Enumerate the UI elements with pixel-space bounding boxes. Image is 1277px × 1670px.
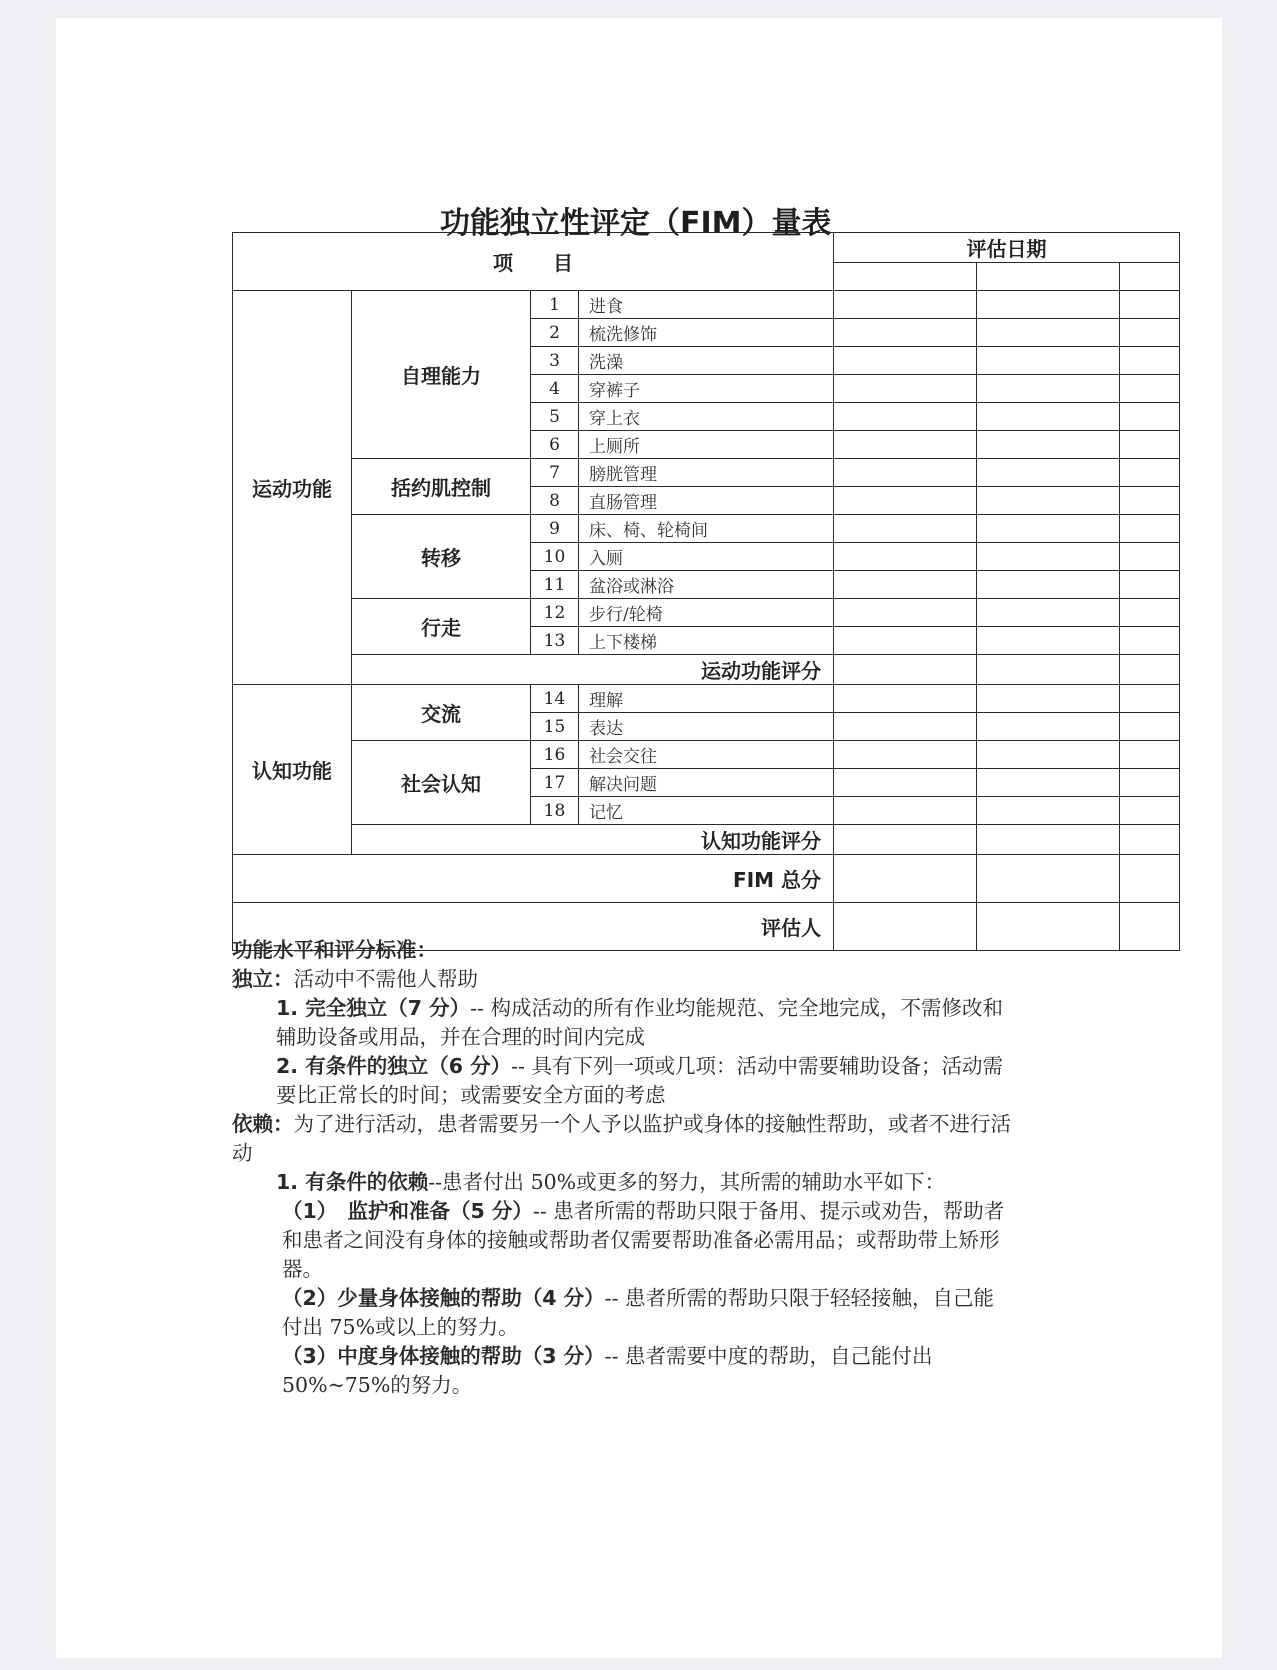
score-cell[interactable] bbox=[834, 515, 977, 543]
item-label: 上下楼梯 bbox=[579, 627, 834, 655]
item-label: 膀胱管理 bbox=[579, 459, 834, 487]
score-cell[interactable] bbox=[834, 599, 977, 627]
item-label: 记忆 bbox=[579, 797, 834, 825]
fim-table bbox=[232, 232, 1180, 951]
score-cell[interactable] bbox=[977, 855, 1120, 903]
score-cell[interactable] bbox=[1120, 855, 1180, 903]
item-number: 6 bbox=[531, 431, 579, 459]
score-cell[interactable] bbox=[977, 713, 1120, 741]
item-label: 盆浴或淋浴 bbox=[579, 571, 834, 599]
score-cell[interactable] bbox=[834, 741, 977, 769]
header-date: 评估日期 bbox=[834, 233, 1180, 263]
item-number: 18 bbox=[531, 797, 579, 825]
item-number: 3 bbox=[531, 347, 579, 375]
item-label: 表达 bbox=[579, 713, 834, 741]
motor-score-label: 运动功能评分 bbox=[352, 655, 834, 685]
score-cell[interactable] bbox=[1120, 515, 1180, 543]
item-label: 入厕 bbox=[579, 543, 834, 571]
score-cell[interactable] bbox=[834, 655, 977, 685]
i2-text: -- 具有下列一项或几项：活动中需要辅助设备；活动需要比正常长的时间；或需要安全方面的考虑 bbox=[276, 1054, 1003, 1107]
item-label: 直肠管理 bbox=[579, 487, 834, 515]
item-label: 梳洗修饰 bbox=[579, 319, 834, 347]
score-cell[interactable] bbox=[1120, 769, 1180, 797]
score-cell[interactable] bbox=[977, 459, 1120, 487]
item-number: 7 bbox=[531, 459, 579, 487]
item-number: 15 bbox=[531, 713, 579, 741]
score-cell[interactable] bbox=[1120, 347, 1180, 375]
score-cell[interactable] bbox=[977, 291, 1120, 319]
item-number: 1 bbox=[531, 291, 579, 319]
score-cell[interactable] bbox=[1120, 403, 1180, 431]
item-number: 17 bbox=[531, 769, 579, 797]
item-label: 社会交往 bbox=[579, 741, 834, 769]
score-cell[interactable] bbox=[834, 797, 977, 825]
fim-total-label: FIM 总分 bbox=[233, 855, 834, 903]
score-cell[interactable] bbox=[834, 487, 977, 515]
item-label: 穿上衣 bbox=[579, 403, 834, 431]
score-cell[interactable] bbox=[1120, 543, 1180, 571]
dependent-label: 依赖： bbox=[232, 1112, 294, 1136]
score-cell[interactable] bbox=[834, 571, 977, 599]
item-number: 11 bbox=[531, 571, 579, 599]
item-number: 16 bbox=[531, 741, 579, 769]
score-cell[interactable] bbox=[1120, 903, 1180, 951]
group-walking: 行走 bbox=[352, 599, 531, 655]
independent-text: 活动中不需他人帮助 bbox=[293, 967, 478, 991]
s3-label: （3）中度身体接触的帮助（3 分） bbox=[282, 1344, 605, 1368]
score-cell[interactable] bbox=[977, 571, 1120, 599]
group-transfer: 转移 bbox=[352, 515, 531, 599]
group-social-cognition: 社会认知 bbox=[352, 741, 531, 825]
score-cell[interactable] bbox=[834, 543, 977, 571]
score-cell[interactable] bbox=[834, 291, 977, 319]
d1-label: 1. 有条件的依赖 bbox=[276, 1170, 429, 1194]
item-number: 13 bbox=[531, 627, 579, 655]
item-label: 进食 bbox=[579, 291, 834, 319]
score-cell[interactable] bbox=[977, 685, 1120, 713]
item-label: 床、椅、轮椅间 bbox=[579, 515, 834, 543]
score-cell[interactable] bbox=[1120, 825, 1180, 855]
score-cell[interactable] bbox=[977, 769, 1120, 797]
item-number: 12 bbox=[531, 599, 579, 627]
score-cell[interactable] bbox=[834, 459, 977, 487]
score-cell[interactable] bbox=[977, 655, 1120, 685]
item-label: 步行/轮椅 bbox=[579, 599, 834, 627]
i2-label: 2. 有条件的独立（6 分） bbox=[276, 1054, 512, 1078]
score-cell[interactable] bbox=[834, 855, 977, 903]
i1-text: -- 构成活动的所有作业均能规范、完全地完成，不需修改和辅助设备或用品，并在合理的时间内完成 bbox=[276, 996, 1003, 1049]
group-selfcare: 自理能力 bbox=[352, 291, 531, 459]
item-number: 2 bbox=[531, 319, 579, 347]
item-number: 8 bbox=[531, 487, 579, 515]
score-cell[interactable] bbox=[834, 769, 977, 797]
s3-text: -- 患者需要中度的帮助，自己能付出 50%~75%的努力。 bbox=[282, 1344, 933, 1397]
category-motor: 运动功能 bbox=[233, 291, 352, 685]
score-cell[interactable] bbox=[834, 627, 977, 655]
score-cell[interactable] bbox=[1120, 797, 1180, 825]
score-cell[interactable] bbox=[834, 319, 977, 347]
score-cell[interactable] bbox=[977, 431, 1120, 459]
score-cell[interactable] bbox=[1120, 431, 1180, 459]
dependent-text: 为了进行活动，患者需要另一个人予以监护或身体的接触性帮助，或者不进行活动 bbox=[232, 1112, 1011, 1165]
score-cell[interactable] bbox=[834, 825, 977, 855]
score-cell[interactable] bbox=[1120, 487, 1180, 515]
item-label: 穿裤子 bbox=[579, 375, 834, 403]
score-cell[interactable] bbox=[977, 347, 1120, 375]
score-cell[interactable] bbox=[834, 347, 977, 375]
score-cell[interactable] bbox=[977, 487, 1120, 515]
score-cell[interactable] bbox=[1120, 571, 1180, 599]
score-cell[interactable] bbox=[977, 515, 1120, 543]
s1-text: -- 患者所需的帮助只限于备用、提示或劝告，帮助者和患者之间没有身体的接触或帮助者仅需要帮助准备必需用品；或帮助带上矫形器。 bbox=[282, 1199, 1005, 1281]
item-label: 解决问题 bbox=[579, 769, 834, 797]
item-number: 5 bbox=[531, 403, 579, 431]
score-cell[interactable] bbox=[834, 713, 977, 741]
notes-heading: 功能水平和评分标准： bbox=[232, 938, 437, 962]
score-cell[interactable] bbox=[977, 741, 1120, 769]
score-cell[interactable] bbox=[977, 375, 1120, 403]
score-cell[interactable] bbox=[977, 319, 1120, 347]
score-cell[interactable] bbox=[1120, 291, 1180, 319]
score-cell[interactable] bbox=[834, 685, 977, 713]
score-cell[interactable] bbox=[834, 431, 977, 459]
d1-text: --患者付出 50%或更多的努力，其所需的辅助水平如下： bbox=[428, 1170, 946, 1194]
score-cell[interactable] bbox=[834, 375, 977, 403]
item-label: 理解 bbox=[579, 685, 834, 713]
page-title: 功能独立性评定（FIM）量表 bbox=[440, 206, 832, 241]
cognitive-score-label: 认知功能评分 bbox=[352, 825, 834, 855]
score-cell[interactable] bbox=[1120, 741, 1180, 769]
s1-label: （1） 监护和准备（5 分） bbox=[282, 1199, 533, 1223]
i1-label: 1. 完全独立（7 分） bbox=[276, 996, 471, 1020]
score-cell[interactable] bbox=[977, 627, 1120, 655]
group-sphincter: 括约肌控制 bbox=[352, 459, 531, 515]
group-communication: 交流 bbox=[352, 685, 531, 741]
score-cell[interactable] bbox=[977, 797, 1120, 825]
item-number: 4 bbox=[531, 375, 579, 403]
scoring-notes bbox=[232, 936, 1012, 1400]
score-cell[interactable] bbox=[1120, 655, 1180, 685]
score-cell[interactable] bbox=[1120, 319, 1180, 347]
s2-text: -- 患者所需的帮助只限于轻轻接触，自己能付出 75%或以上的努力。 bbox=[282, 1286, 995, 1339]
assessor-label: 评估人 bbox=[233, 903, 834, 951]
item-number: 14 bbox=[531, 685, 579, 713]
score-cell[interactable] bbox=[977, 403, 1120, 431]
item-label: 洗澡 bbox=[579, 347, 834, 375]
document-page bbox=[56, 18, 1222, 1658]
score-cell[interactable] bbox=[1120, 459, 1180, 487]
score-cell[interactable] bbox=[1120, 713, 1180, 741]
score-cell[interactable] bbox=[1120, 627, 1180, 655]
score-cell[interactable] bbox=[1120, 685, 1180, 713]
score-cell[interactable] bbox=[1120, 599, 1180, 627]
item-number: 10 bbox=[531, 543, 579, 571]
score-cell[interactable] bbox=[977, 825, 1120, 855]
score-cell[interactable] bbox=[977, 599, 1120, 627]
independent-label: 独立： bbox=[232, 967, 294, 991]
item-label: 上厕所 bbox=[579, 431, 834, 459]
item-number: 9 bbox=[531, 515, 579, 543]
header-item: 项 目 bbox=[233, 233, 834, 291]
category-cognitive: 认知功能 bbox=[233, 685, 352, 855]
s2-label: （2）少量身体接触的帮助（4 分） bbox=[282, 1286, 605, 1310]
score-cell[interactable] bbox=[834, 403, 977, 431]
score-cell[interactable] bbox=[977, 543, 1120, 571]
score-cell[interactable] bbox=[1120, 375, 1180, 403]
